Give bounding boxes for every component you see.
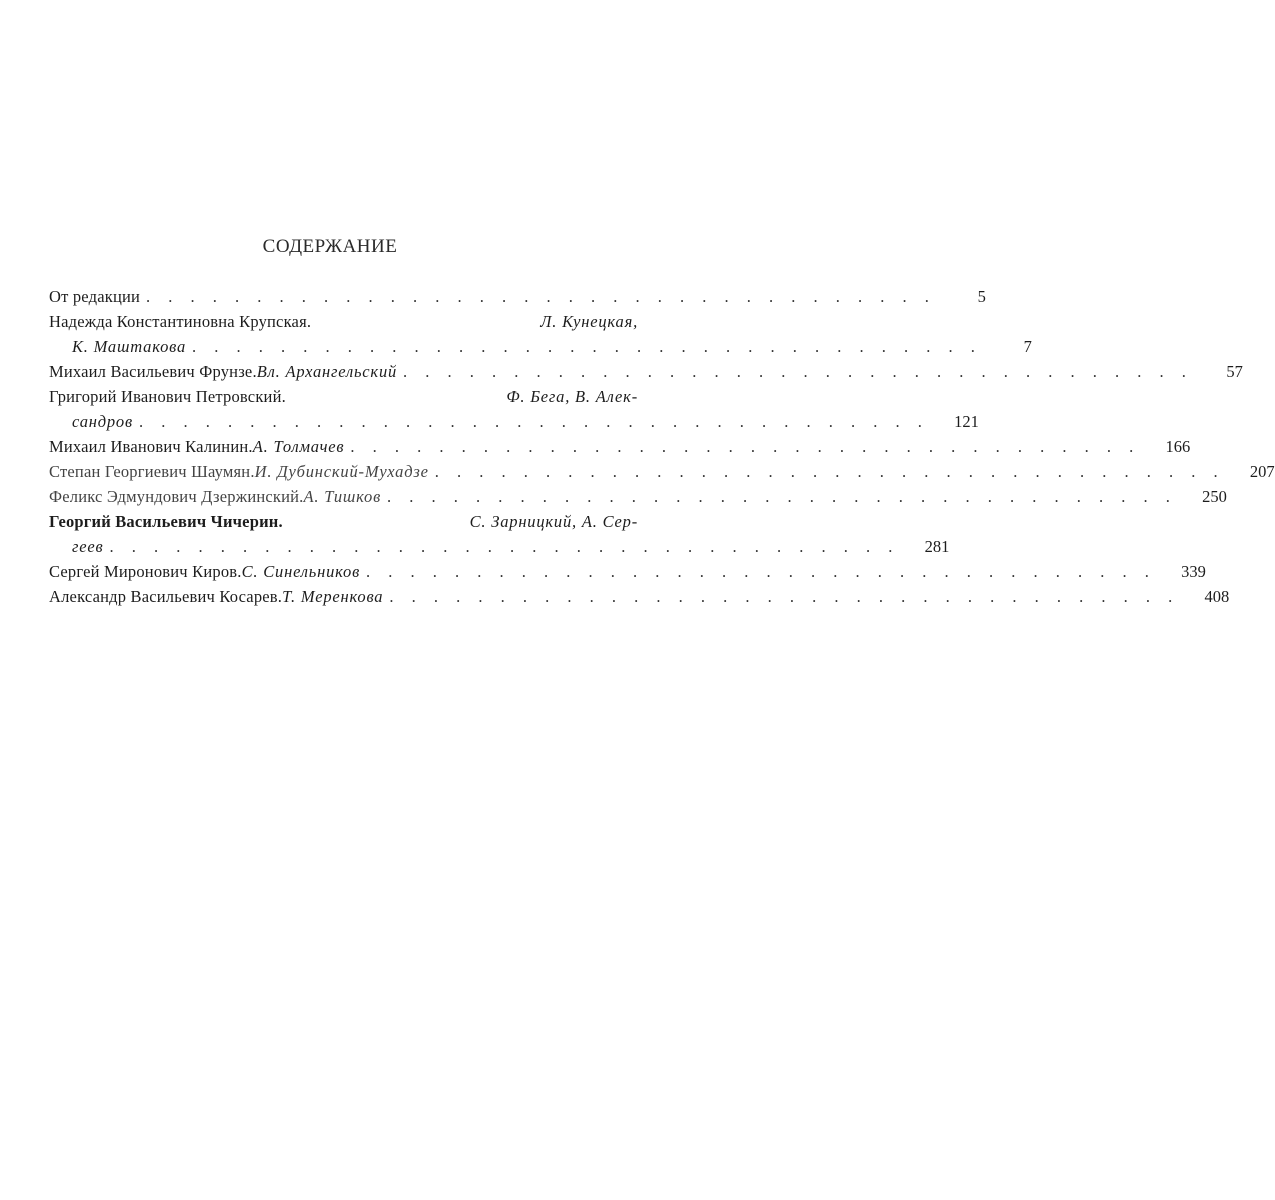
- toc-entry-subject: Михаил Иванович Калинин.: [49, 437, 253, 456]
- toc-entry-subject: Сергей Миронович Киров.: [49, 562, 242, 581]
- dot-leader: . . . . . . . . . . . . . . . . . . . . . . . . . . . . . . . . . . . .: [366, 562, 1156, 581]
- toc-entry-continuation: [49, 409, 979, 434]
- dot-leader: . . . . . . . . . . . . . . . . . . . . . . . . . . . . . . . . . . . .: [109, 537, 900, 556]
- toc-entry: [49, 309, 638, 334]
- toc-page-number: 339: [1181, 562, 1206, 581]
- toc-entry-author: Л. Кунецкая,: [540, 312, 638, 331]
- toc-entry: [49, 484, 1227, 509]
- toc-entry: [49, 559, 1206, 584]
- toc-entry: [49, 384, 638, 409]
- dot-leader: . . . . . . . . . . . . . . . . . . . . . . . . . . . . . . . . . . . .: [138, 412, 929, 431]
- toc-page-number: 250: [1202, 487, 1227, 506]
- page-title: СОДЕРЖАНИЕ: [262, 236, 398, 257]
- toc-entry-continuation: [49, 534, 950, 559]
- toc-page-number: 166: [1165, 437, 1191, 456]
- toc-entry: [49, 284, 986, 309]
- toc-page-number: 207: [1249, 462, 1275, 481]
- toc-entry-subject: Александр Васильевич Косарев.: [49, 587, 283, 606]
- table-of-contents: [49, 284, 1275, 609]
- toc-entry: [49, 434, 1191, 459]
- toc-entry-author: И. Дубинский-Мухадзе: [254, 462, 429, 481]
- toc-entry-author: геев: [72, 537, 104, 556]
- toc-page-number: 57: [1226, 362, 1243, 381]
- dot-leader: . . . . . . . . . . . . . . . . . . . . . . . . . . . . . . . . . . . .: [403, 362, 1193, 381]
- toc-entry: [49, 584, 1230, 609]
- toc-entry-author: Ф. Бега, В. Алек-: [506, 387, 638, 406]
- toc-page-number: 5: [977, 287, 986, 306]
- toc-entry-continuation: [49, 334, 1032, 359]
- toc-entry: [49, 359, 1243, 384]
- dot-leader: . . . . . . . . . . . . . . . . . . . . . . . . . . . . . . . . . . . .: [192, 337, 982, 356]
- toc-entry-subject: Георгий Васильевич Чичерин.: [49, 512, 283, 531]
- toc-entry-subject: Михаил Васильевич Фрунзе.: [49, 362, 257, 381]
- toc-entry-subject: Григорий Иванович Петровский.: [49, 387, 286, 406]
- toc-page-number: 121: [954, 412, 979, 431]
- toc-entry-author: сандров: [72, 412, 133, 431]
- toc-entry-title: От редакции: [49, 287, 141, 306]
- dot-leader: . . . . . . . . . . . . . . . . . . . . . . . . . . . . . . . . . . . .: [434, 462, 1225, 481]
- toc-entry-author: С. Зарницкий, А. Сер-: [469, 512, 638, 531]
- toc-entry-subject: Надежда Константиновна Крупская.: [49, 312, 312, 331]
- dot-leader: . . . . . . . . . . . . . . . . . . . . . . . . . . . . . . . . . . . .: [350, 437, 1141, 456]
- toc-entry-author: С. Синельников: [241, 562, 361, 581]
- toc-page-number: 408: [1204, 587, 1230, 606]
- toc-page-number: 7: [1023, 337, 1032, 356]
- toc-entry-author: А. Тишков: [303, 487, 382, 506]
- toc-entry: [49, 509, 638, 534]
- toc-entry: [49, 459, 1275, 484]
- toc-entry-author: Т. Меренкова: [282, 587, 384, 606]
- toc-entry-author: А. Толмачев: [252, 437, 345, 456]
- toc-entry-author: К. Маштакова: [72, 337, 187, 356]
- toc-entry-subject: Степан Георгиевич Шаумян.: [49, 462, 255, 481]
- toc-entry-subject: Феликс Эдмундович Дзержинский.: [49, 487, 304, 506]
- dot-leader: . . . . . . . . . . . . . . . . . . . . . . . . . . . . . . . . . . . .: [389, 587, 1180, 606]
- dot-leader: . . . . . . . . . . . . . . . . . . . . . . . . . . . . . . . . . . . .: [146, 287, 936, 306]
- dot-leader: . . . . . . . . . . . . . . . . . . . . . . . . . . . . . . . . . . . .: [387, 487, 1177, 506]
- toc-page-number: 281: [924, 537, 950, 556]
- toc-entry-author: Вл. Архангельский: [256, 362, 398, 381]
